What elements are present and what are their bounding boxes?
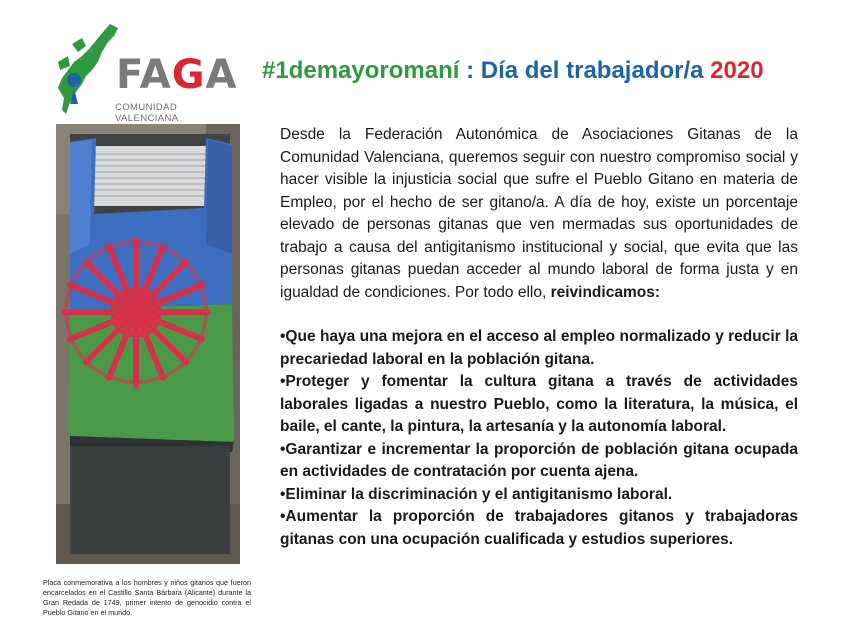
page-title bbox=[262, 57, 764, 85]
title-day: Día del trabajador/a bbox=[480, 57, 711, 84]
intro-emphasis: reivindicamos: bbox=[550, 283, 660, 301]
demand-item: •Que haya una mejora en el acceso al empleo normalizado y reducir la precariedad laboral en la población gitana. bbox=[280, 328, 798, 368]
demand-item: •Eliminar la discriminación y el antigitanismo laboral. bbox=[280, 485, 673, 503]
title-separator: : bbox=[459, 57, 481, 84]
logo-letter-g: G bbox=[171, 52, 206, 98]
logo-wordmark: FAGA bbox=[116, 52, 238, 98]
faga-logo bbox=[52, 22, 238, 124]
demand-item: •Garantizar e incrementar la proporción de población gitana ocupada en actividades de contratación por cuenta ajena. bbox=[280, 440, 798, 480]
demands-list bbox=[280, 326, 798, 551]
intro-text: Desde la Federación Autonómica de Asociaciones Gitanas de la Comunidad Valenciana, queremos seguir con nuestro compromiso social y hacer visible la injusticia social que sufre el Pueblo Gitano en materia de Empleo, por el hecho de ser gitano/a. A día de hoy, existe un porcentaje elevado de personas gitanas que ven mermadas sus oportunidades de trabajo a causa del antigitanismo institucional y social, que evita que las personas gitanas puedan acceder al mundo laboral de forma justa y en igualdad de condiciones. Por todo ello, bbox=[280, 126, 798, 301]
demand-item: •Proteger y fomentar la cultura gitana a través de actividades laborales ligadas a nuestro Pueblo, como la literatura, la música, el baile, el cante, la pintura, la artesanía y la autonomía laboral. bbox=[280, 373, 798, 435]
title-hashtag: #1demayoromaní bbox=[262, 57, 460, 84]
title-year: 2020 bbox=[710, 57, 764, 84]
intro-paragraph bbox=[280, 124, 798, 304]
photo-caption: Placa conmemorativa a los hombres y niños gitanos que fueron encarcelados en el Castillo Santa Bárbara (Alicante) durante la Gran Redada de 1749, primer intento de genocidio contra el Pueblo Gitano en el mundo. bbox=[43, 578, 251, 617]
body-text bbox=[280, 124, 798, 551]
logo-subtitle: COMUNIDAD VALENCIANA bbox=[115, 102, 179, 124]
demand-item: •Aumentar la proporción de trabajadores gitanos y trabajadoras gitanas con una ocupación cualificada y estudios superiores. bbox=[280, 508, 798, 548]
memorial-plaque-photo bbox=[56, 124, 240, 564]
